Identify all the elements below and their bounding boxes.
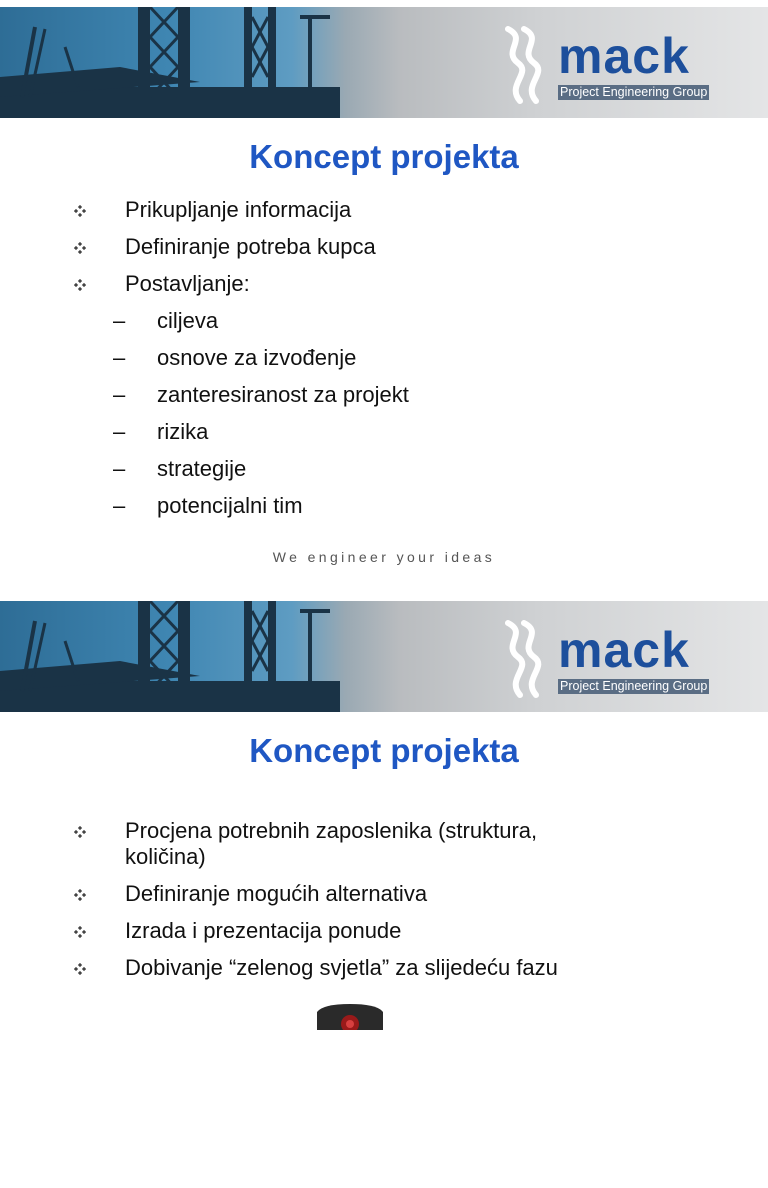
mack-logo bbox=[498, 619, 748, 699]
diamond-cluster-icon bbox=[74, 926, 86, 938]
list-item-text: Dobivanje “zelenog svjetla” za slijedeću fazu bbox=[125, 955, 558, 980]
sub-list-item: – rizika bbox=[113, 419, 209, 444]
list-item-text: Prikupljanje informacija bbox=[125, 197, 352, 222]
mack-logo bbox=[498, 25, 748, 105]
traffic-light-icon bbox=[303, 1000, 397, 1030]
list-item bbox=[0, 234, 768, 260]
list-item bbox=[0, 955, 768, 981]
list-item bbox=[0, 818, 768, 870]
header-banner bbox=[0, 7, 768, 118]
brand-name: mack bbox=[558, 622, 690, 678]
list-item-text: Postavljanje: bbox=[125, 271, 250, 296]
diamond-cluster-icon bbox=[74, 889, 86, 901]
list-item bbox=[0, 881, 768, 907]
sub-list-item-text: rizika bbox=[157, 419, 209, 444]
list-item-text: Procjena potrebnih zaposlenika (struktura, količina) bbox=[125, 818, 538, 869]
slide-2-title: Koncept projekta bbox=[249, 732, 519, 769]
diamond-cluster-icon bbox=[74, 205, 86, 217]
diamond-cluster-icon bbox=[74, 826, 86, 838]
sub-list-item: – potencijalni tim bbox=[113, 493, 303, 518]
diamond-cluster-icon bbox=[74, 279, 86, 291]
brand-name: mack bbox=[558, 28, 690, 84]
sub-list-item: – ciljeva bbox=[113, 308, 219, 333]
slide-1-bullet-list bbox=[0, 197, 768, 519]
sub-list-item-text: ciljeva bbox=[157, 308, 219, 333]
list-item bbox=[0, 918, 768, 944]
sub-list-item-text: strategije bbox=[157, 456, 247, 481]
sub-list-item: – strategije bbox=[113, 456, 247, 481]
slide-2 bbox=[0, 594, 768, 1188]
top-margin bbox=[0, 594, 768, 601]
sub-list-item-text: zanteresiranost za projekt bbox=[157, 382, 409, 407]
sub-list-item-text: osnove za izvođenje bbox=[157, 345, 357, 370]
tagline: We engineer your ideas bbox=[272, 549, 496, 565]
slide-1-title: Koncept projekta bbox=[249, 138, 519, 175]
list-item-text: Definiranje mogućih alternativa bbox=[125, 881, 428, 906]
header-banner bbox=[0, 601, 768, 712]
diamond-cluster-icon bbox=[74, 242, 86, 254]
list-item-text: Definiranje potreba kupca bbox=[125, 234, 376, 259]
top-margin bbox=[0, 0, 768, 7]
list-item-text: Izrada i prezentacija ponude bbox=[125, 918, 402, 943]
swirl-logo-icon bbox=[498, 25, 553, 105]
brand-subtitle: Project Engineering Group bbox=[560, 85, 708, 99]
slide-2-bullet-list bbox=[0, 818, 768, 981]
brand-subtitle: Project Engineering Group bbox=[560, 679, 708, 693]
list-item bbox=[0, 197, 768, 223]
sub-list-item: – zanteresiranost za projekt bbox=[113, 382, 409, 407]
swirl-logo-icon bbox=[498, 619, 553, 699]
diamond-cluster-icon bbox=[74, 963, 86, 975]
sub-list-item: – osnove za izvođenje bbox=[113, 345, 357, 370]
list-item bbox=[0, 271, 768, 297]
sub-list-item-text: potencijalni tim bbox=[157, 493, 303, 518]
